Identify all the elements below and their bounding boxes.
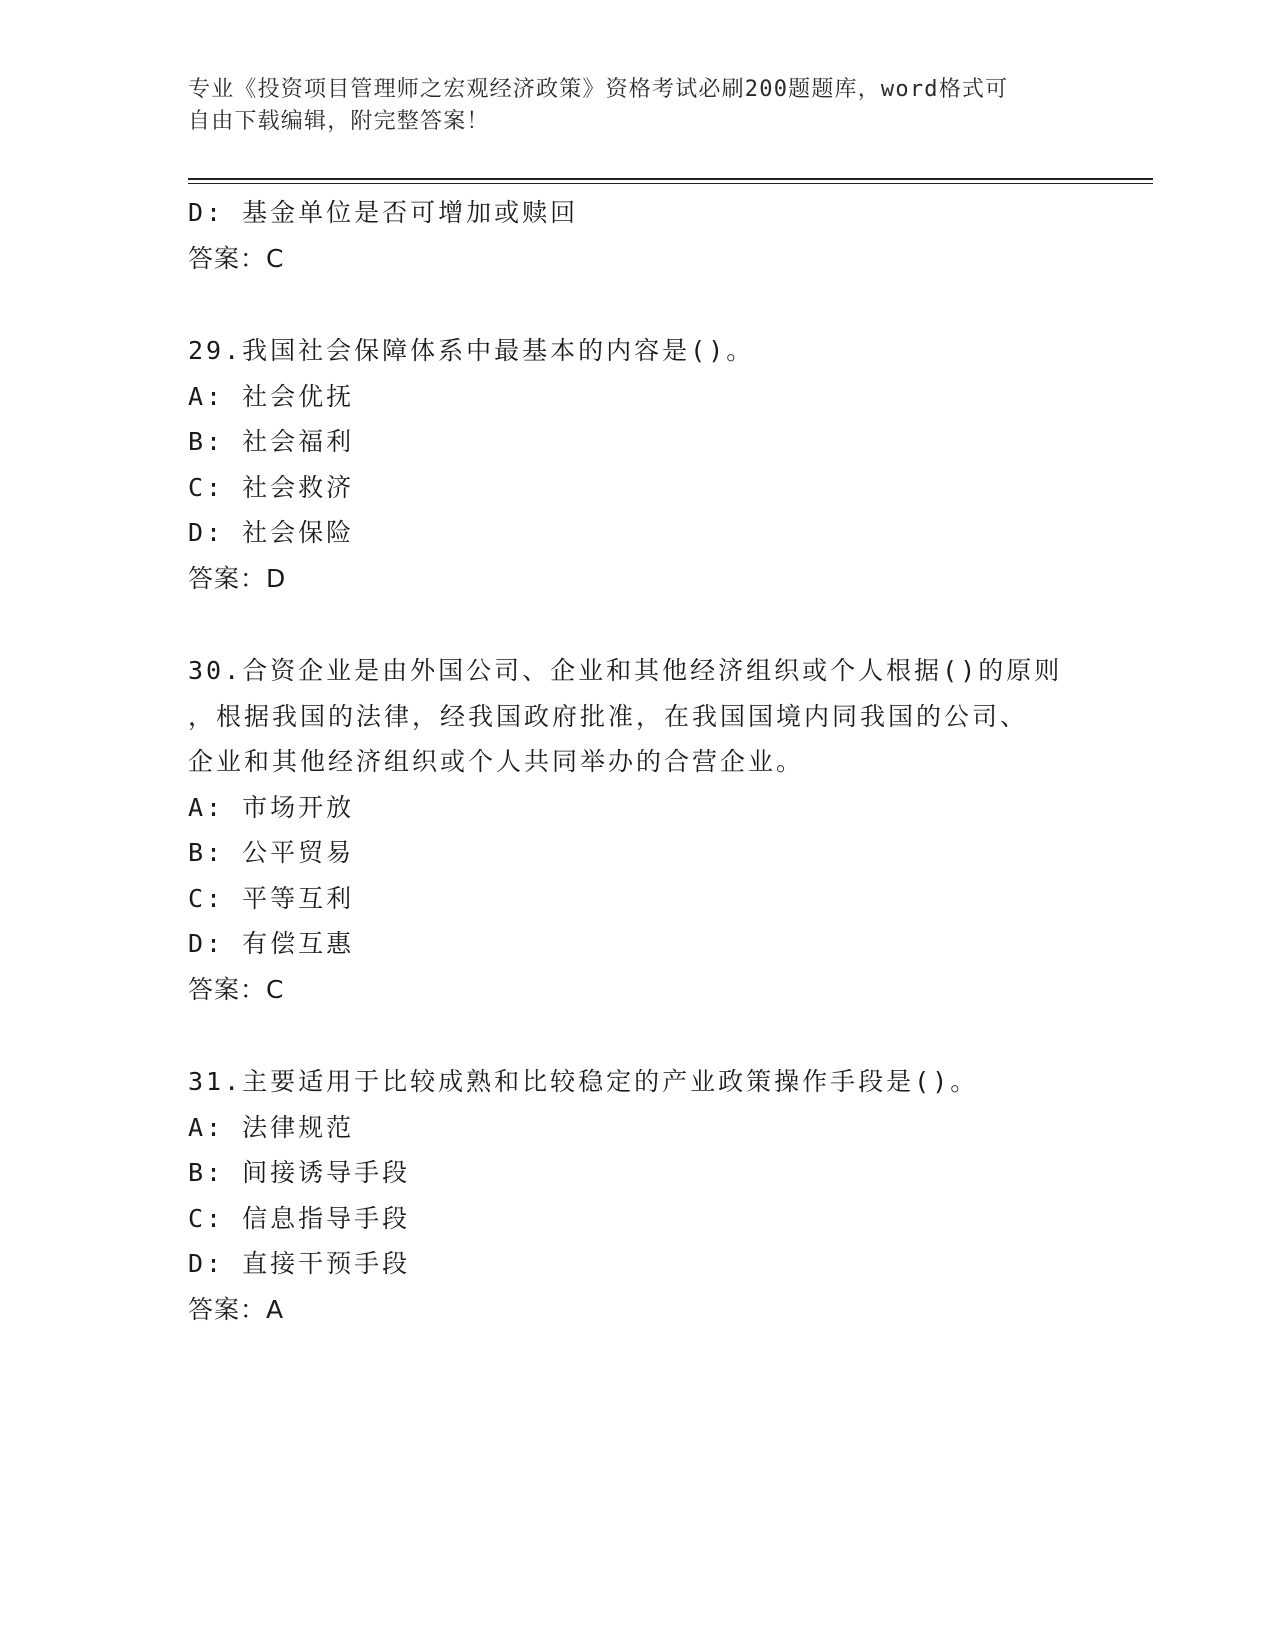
question-option-a: A: 市场开放: [188, 792, 355, 822]
question-answer: 答案：C: [188, 974, 285, 1004]
spacer: [188, 1012, 1088, 1059]
question-stem: 30.合资企业是由外国公司、企业和其他经济组织或个人根据()的原则: [188, 656, 1063, 685]
question-stem: 29.我国社会保障体系中最基本的内容是()。: [188, 336, 755, 365]
spacer: [188, 281, 1088, 328]
question-option-c: C: 平等互利: [188, 883, 355, 913]
question-answer: 答案：D: [188, 563, 287, 593]
question-option-c: C: 信息指导手段: [188, 1203, 411, 1233]
question-stem: 31.主要适用于比较成熟和比较稳定的产业政策操作手段是()。: [188, 1067, 979, 1096]
question-option-d: D: 直接干预手段: [188, 1249, 411, 1278]
question-stem-continued: 企业和其他经济组织或个人共同举办的合营企业。: [188, 747, 805, 776]
question-content: [188, 190, 1088, 1332]
document-header: [188, 74, 1068, 138]
header-title-line-2: 自由下载编辑，附完整答案！: [188, 109, 490, 134]
question-option-b: B: 公平贸易: [188, 838, 355, 867]
question-option-a: A: 社会优抚: [188, 381, 355, 411]
question-option-a: A: 法律规范: [188, 1112, 355, 1142]
question-option-d: D: 有偿互惠: [188, 929, 355, 958]
question-answer: 答案：A: [188, 1294, 285, 1324]
prev-question-option-d: D: 基金单位是否可增加或赎回: [188, 198, 579, 227]
header-divider-thin: [188, 183, 1153, 184]
question-block: [188, 1059, 1088, 1332]
prev-question-answer: 答案：C: [188, 243, 285, 273]
question-option-c: C: 社会救济: [188, 472, 355, 502]
header-title-line-1: 专业《投资项目管理师之宏观经济政策》资格考试必刷200题题库，word格式可: [188, 77, 1009, 102]
question-option-b: B: 间接诱导手段: [188, 1158, 411, 1187]
question-option-b: B: 社会福利: [188, 427, 355, 456]
header-divider-thick: [188, 178, 1153, 180]
question-stem-continued: ，根据我国的法律，经我国政府批准，在我国国境内同我国的公司、: [188, 701, 1029, 731]
question-option-d: D: 社会保险: [188, 518, 355, 547]
spacer: [188, 601, 1088, 648]
question-block: [188, 648, 1088, 1012]
question-block: [188, 328, 1088, 601]
